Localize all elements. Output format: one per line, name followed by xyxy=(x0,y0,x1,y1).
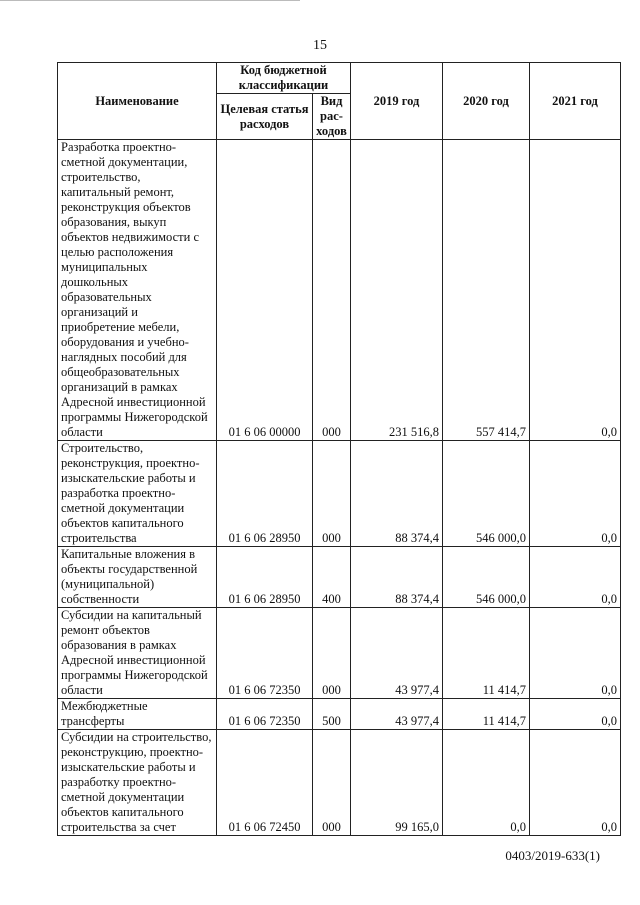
row-type: 000 xyxy=(313,140,351,441)
row-2020: 11 414,7 xyxy=(443,608,530,699)
table-row xyxy=(58,699,621,730)
row-2019: 88 374,4 xyxy=(351,547,443,608)
table-row xyxy=(58,140,621,441)
row-type: 000 xyxy=(313,608,351,699)
row-2021: 0,0 xyxy=(530,547,621,608)
row-2021: 0,0 xyxy=(530,608,621,699)
header-2021: 2021 год xyxy=(530,63,621,140)
row-2019: 88 374,4 xyxy=(351,441,443,547)
row-name: Строительство, реконструкция, проектно-изыскательские работы и разработка проектно-сметной документации объектов капитального строительства xyxy=(58,441,217,547)
table-row xyxy=(58,730,621,836)
row-code: 01 6 06 28950 xyxy=(217,441,313,547)
row-2019: 43 977,4 xyxy=(351,699,443,730)
row-type: 500 xyxy=(313,699,351,730)
row-2020: 546 000,0 xyxy=(443,547,530,608)
row-2019: 43 977,4 xyxy=(351,608,443,699)
row-code: 01 6 06 28950 xyxy=(217,547,313,608)
page-number: 15 xyxy=(313,38,327,53)
row-code: 01 6 06 72350 xyxy=(217,699,313,730)
scan-edge-line xyxy=(0,0,300,1)
row-name: Субсидии на капитальный ремонт объектов образования в рамках Адресной инвестиционной программы Нижегородской области xyxy=(58,608,217,699)
header-name: Наименование xyxy=(58,63,217,140)
row-name: Капитальные вложения в объекты государственной (муниципальной) собственности xyxy=(58,547,217,608)
row-2020: 11 414,7 xyxy=(443,699,530,730)
header-expense-type: Вид рас-ходов xyxy=(313,94,351,140)
table-row xyxy=(58,441,621,547)
row-2020: 0,0 xyxy=(443,730,530,836)
row-2020: 546 000,0 xyxy=(443,441,530,547)
header-2020: 2020 год xyxy=(443,63,530,140)
row-code: 01 6 06 00000 xyxy=(217,140,313,441)
table-row xyxy=(58,608,621,699)
row-code: 01 6 06 72450 xyxy=(217,730,313,836)
row-type: 400 xyxy=(313,547,351,608)
row-name: Разработка проектно-сметной документации, строительство, капитальный ремонт, реконструкция объектов образования, выкуп объектов недвижимости с целью расположения муниципальных дошкольных образовательных организаций и приобретение мебели, оборудования и учебно-наглядных пособий для общеобразовательных организаций в рамках Адресной инвестиционной программы Нижегородской области xyxy=(58,140,217,441)
table-row xyxy=(58,547,621,608)
header-2019: 2019 год xyxy=(351,63,443,140)
row-2021: 0,0 xyxy=(530,140,621,441)
header-target-article: Целевая статья расходов xyxy=(217,94,313,140)
row-type: 000 xyxy=(313,730,351,836)
row-2019: 231 516,8 xyxy=(351,140,443,441)
row-name: Межбюджетные трансферты xyxy=(58,699,217,730)
row-type: 000 xyxy=(313,441,351,547)
row-2021: 0,0 xyxy=(530,699,621,730)
row-2019: 99 165,0 xyxy=(351,730,443,836)
row-2021: 0,0 xyxy=(530,730,621,836)
row-code: 01 6 06 72350 xyxy=(217,608,313,699)
row-name: Субсидии на строительство, реконструкцию, проектно-изыскательские работы и разработку проектно-сметной документации объектов капитального строительства за счет xyxy=(58,730,217,836)
header-code-group: Код бюджетной классификации xyxy=(217,63,351,94)
row-2020: 557 414,7 xyxy=(443,140,530,441)
document-code: 0403/2019-633(1) xyxy=(505,848,600,863)
row-2021: 0,0 xyxy=(530,441,621,547)
budget-table xyxy=(57,62,621,836)
